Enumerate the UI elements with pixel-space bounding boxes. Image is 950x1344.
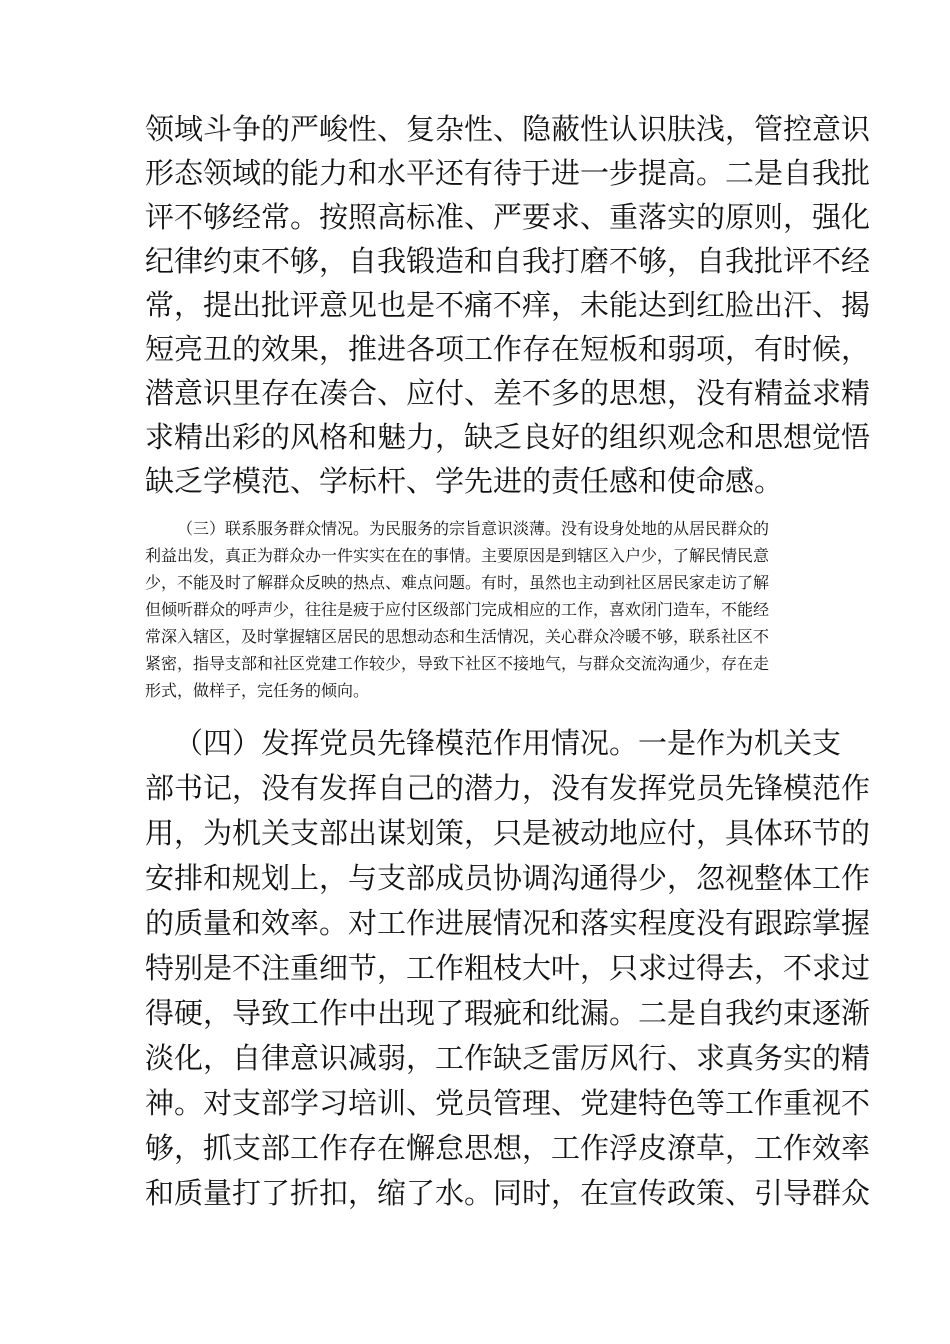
text-line: 领域斗争的严峻性、复杂性、隐蔽性认识肤浅，管控意识 [145, 112, 871, 146]
text-line: 神。对支部学习培训、党员管理、党建特色等工作重视不 [145, 1086, 871, 1120]
text-line: 安排和规划上，与支部成员协调沟通得少，忽视整体工作 [145, 861, 871, 895]
text-line: 形态领域的能力和水平还有待于进一步提高。二是自我批 [145, 156, 871, 190]
text-line: 淡化，自律意识减弱，工作缺乏雷厉风行、求真务实的精 [145, 1041, 871, 1075]
text-line: 够，抓支部工作存在懈怠思想，工作浮皮潦草，工作效率 [145, 1131, 871, 1165]
text-line: 缺乏学模范、学标杆、学先进的责任感和使命感。 [145, 464, 784, 498]
text-line: 利益出发，真正为群众办一件实实在在的事情。主要原因是到辖区入户少，了解民情民意 [145, 546, 770, 565]
text-line: 常深入辖区，及时掌握辖区居民的思想动态和生活情况，关心群众冷暖不够，联系社区不 [145, 627, 770, 646]
text-line: 纪律约束不够，自我锻造和自我打磨不够，自我批评不经 [145, 244, 871, 278]
text-line: 形式，做样子，完任务的倾向。 [145, 681, 370, 700]
text-line: 和质量打了折扣，缩了水。同时，在宣传政策、引导群众 [145, 1176, 871, 1210]
text-line: 的质量和效率。对工作进展情况和落实程度没有跟踪掌握 [145, 906, 871, 940]
text-line: 但倾听群众的呼声少，往往是疲于应付区级部门完成相应的工作，喜欢闭门造车，不能经 [145, 600, 770, 619]
text-line: （三）联系服务群众情况。为民服务的宗旨意识淡薄。没有设身处地的从居民群众的 [177, 519, 770, 538]
text-line: 得硬，导致工作中出现了瑕疵和纰漏。二是自我约束逐渐 [145, 996, 871, 1030]
text-line: 特别是不注重细节，工作粗枝大叶，只求过得去，不求过 [145, 951, 871, 985]
text-line: 紧密，指导支部和社区党建工作较少，导致下社区不接地气，与群众交流沟通少，存在走 [145, 654, 770, 673]
text-line: 部书记，没有发挥自己的潜力，没有发挥党员先锋模范作 [145, 771, 871, 805]
text-line: 潜意识里存在凑合、应付、差不多的思想，没有精益求精 [145, 376, 871, 410]
text-line: 少，不能及时了解群众反映的热点、难点问题。有时，虽然也主动到社区居民家走访了解 [145, 573, 770, 592]
text-line: 短亮丑的效果，推进各项工作存在短板和弱项，有时候， [145, 332, 871, 366]
text-line: 常，提出批评意见也是不痛不痒，未能达到红脸出汗、揭 [145, 288, 871, 322]
text-line: （四）发挥党员先锋模范作用情况。一是作为机关支 [174, 726, 842, 760]
text-line: 求精出彩的风格和魅力，缺乏良好的组织观念和思想觉悟 [145, 420, 871, 454]
text-line: 评不够经常。按照高标准、严要求、重落实的原则，强化 [145, 200, 871, 234]
text-line: 用，为机关支部出谋划策，只是被动地应付，具体环节的 [145, 816, 871, 850]
